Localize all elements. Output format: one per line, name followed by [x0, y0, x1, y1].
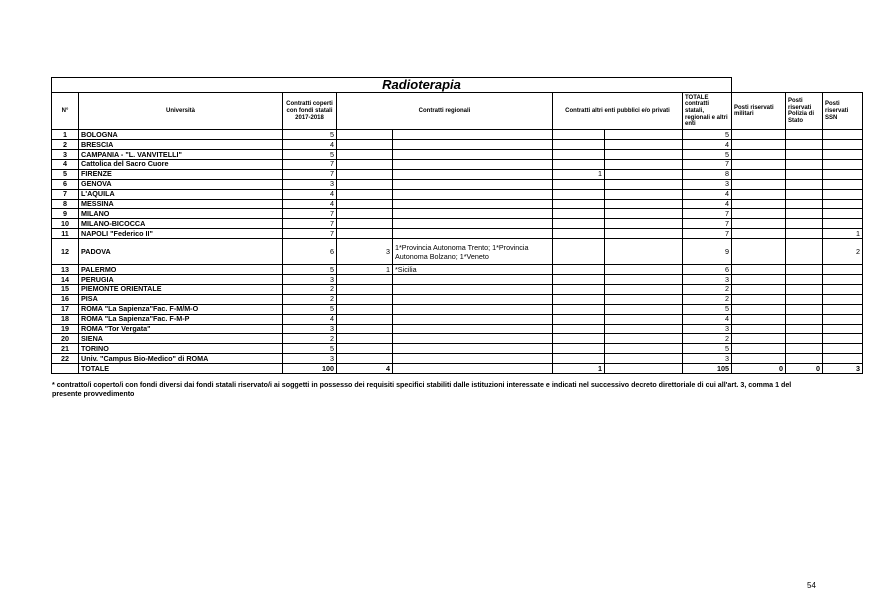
row-posti-polizia — [786, 265, 823, 275]
table-title: Radioterapia — [382, 77, 461, 92]
row-posti-polizia — [786, 304, 823, 314]
row-regionali-note — [393, 179, 553, 189]
row-regionali-note — [393, 199, 553, 209]
row-totale: 7 — [683, 219, 732, 229]
row-posti-ssn — [823, 159, 863, 169]
totals-totale: 105 — [683, 364, 732, 374]
row-contratti-altri — [553, 229, 605, 239]
row-totale: 6 — [683, 265, 732, 275]
row-contratti-statali: 2 — [283, 334, 337, 344]
row-posti-ssn — [823, 265, 863, 275]
row-altri-note — [605, 275, 683, 285]
row-posti-militari — [732, 169, 786, 179]
row-universita: PIEMONTE ORIENTALE — [79, 284, 283, 294]
row-universita: MESSINA — [79, 199, 283, 209]
row-totale: 8 — [683, 169, 732, 179]
row-universita: ROMA "La Sapienza"Fac. F-M/M-O — [79, 304, 283, 314]
table-row — [52, 265, 863, 275]
row-contratti-statali: 7 — [283, 219, 337, 229]
totals-row — [52, 364, 863, 374]
totals-posti-ssn: 3 — [823, 364, 863, 374]
row-altri-note — [605, 324, 683, 334]
table-row — [52, 199, 863, 209]
row-contratti-statali: 5 — [283, 130, 337, 140]
row-posti-polizia — [786, 179, 823, 189]
row-contratti-regionali — [337, 140, 393, 150]
row-totale: 4 — [683, 199, 732, 209]
row-posti-polizia — [786, 334, 823, 344]
header-contratti-statali: Contratti coperti con fondi statali 2017-2018 — [283, 93, 337, 130]
row-universita: PALERMO — [79, 265, 283, 275]
row-posti-militari — [732, 314, 786, 324]
row-contratti-altri — [553, 209, 605, 219]
row-posti-polizia — [786, 219, 823, 229]
header-contratti-regionali: Contratti regionali — [337, 93, 553, 130]
table-row — [52, 169, 863, 179]
row-universita: Univ. "Campus Bio-Medico" di ROMA — [79, 354, 283, 364]
row-contratti-statali: 5 — [283, 265, 337, 275]
row-universita: Cattolica del Sacro Cuore — [79, 159, 283, 169]
row-number: 1 — [52, 130, 79, 140]
row-contratti-altri — [553, 334, 605, 344]
header-posti-ssn: Posti riservati SSN — [823, 93, 863, 130]
row-altri-note — [605, 209, 683, 219]
row-contratti-altri — [553, 199, 605, 209]
row-posti-militari — [732, 354, 786, 364]
row-number: 9 — [52, 209, 79, 219]
table-row — [52, 324, 863, 334]
row-totale: 2 — [683, 294, 732, 304]
row-posti-militari — [732, 209, 786, 219]
header-contratti-altri: Contratti altri enti pubblici e/o privati — [553, 93, 683, 130]
row-regionali-note — [393, 140, 553, 150]
row-posti-militari — [732, 229, 786, 239]
table-row — [52, 150, 863, 160]
row-contratti-altri — [553, 239, 605, 265]
row-number: 18 — [52, 314, 79, 324]
row-regionali-note — [393, 159, 553, 169]
row-posti-polizia — [786, 239, 823, 265]
row-number: 13 — [52, 265, 79, 275]
row-totale: 4 — [683, 314, 732, 324]
row-totale: 5 — [683, 150, 732, 160]
row-altri-note — [605, 169, 683, 179]
row-contratti-altri: 1 — [553, 169, 605, 179]
row-universita: PISA — [79, 294, 283, 304]
totals-label: TOTALE — [79, 364, 283, 374]
row-regionali-note — [393, 344, 553, 354]
row-contratti-altri — [553, 284, 605, 294]
totals-altri-note — [605, 364, 683, 374]
row-totale: 5 — [683, 304, 732, 314]
row-contratti-statali: 5 — [283, 304, 337, 314]
row-posti-ssn — [823, 130, 863, 140]
row-posti-ssn: 2 — [823, 239, 863, 265]
row-posti-polizia — [786, 229, 823, 239]
row-posti-polizia — [786, 344, 823, 354]
header-n: N° — [52, 93, 79, 130]
totals-posti-polizia: 0 — [786, 364, 823, 374]
row-universita: NAPOLI "Federico II" — [79, 229, 283, 239]
table-row — [52, 229, 863, 239]
row-contratti-altri — [553, 275, 605, 285]
row-contratti-altri — [553, 219, 605, 229]
row-contratti-regionali — [337, 334, 393, 344]
row-contratti-altri — [553, 140, 605, 150]
row-posti-ssn — [823, 294, 863, 304]
row-posti-militari — [732, 219, 786, 229]
row-contratti-statali: 4 — [283, 140, 337, 150]
row-number: 6 — [52, 179, 79, 189]
row-altri-note — [605, 239, 683, 265]
row-contratti-altri — [553, 314, 605, 324]
row-universita: TORINO — [79, 344, 283, 354]
row-contratti-regionali — [337, 209, 393, 219]
row-posti-polizia — [786, 324, 823, 334]
row-posti-militari — [732, 284, 786, 294]
row-universita: ROMA "La Sapienza"Fac. F-M-P — [79, 314, 283, 324]
row-regionali-note: *Sicilia — [393, 265, 553, 275]
row-contratti-regionali — [337, 219, 393, 229]
table-row — [52, 314, 863, 324]
row-altri-note — [605, 294, 683, 304]
radioterapia-table — [51, 77, 863, 374]
table-row — [52, 354, 863, 364]
header-posti-militari: Posti riservati militari — [732, 93, 786, 130]
row-universita: ROMA "Tor Vergata" — [79, 324, 283, 334]
row-contratti-statali: 5 — [283, 150, 337, 160]
row-universita: MILANO-BICOCCA — [79, 219, 283, 229]
row-contratti-altri — [553, 354, 605, 364]
table-row — [52, 189, 863, 199]
row-posti-ssn — [823, 304, 863, 314]
row-contratti-statali: 6 — [283, 239, 337, 265]
row-contratti-statali: 4 — [283, 199, 337, 209]
row-regionali-note — [393, 284, 553, 294]
row-totale: 2 — [683, 334, 732, 344]
row-contratti-regionali — [337, 150, 393, 160]
row-regionali-note — [393, 130, 553, 140]
row-number: 2 — [52, 140, 79, 150]
table-row — [52, 284, 863, 294]
row-posti-polizia — [786, 294, 823, 304]
row-contratti-statali: 7 — [283, 229, 337, 239]
totals-contratti-regionali: 4 — [337, 364, 393, 374]
row-universita: SIENA — [79, 334, 283, 344]
row-number: 3 — [52, 150, 79, 160]
row-altri-note — [605, 265, 683, 275]
row-number: 16 — [52, 294, 79, 304]
row-altri-note — [605, 150, 683, 160]
row-contratti-altri — [553, 294, 605, 304]
row-posti-ssn — [823, 169, 863, 179]
row-regionali-note — [393, 354, 553, 364]
row-contratti-statali: 4 — [283, 189, 337, 199]
row-totale: 3 — [683, 179, 732, 189]
row-posti-polizia — [786, 189, 823, 199]
row-posti-ssn — [823, 219, 863, 229]
row-posti-ssn — [823, 334, 863, 344]
header-posti-polizia: Posti riservati Polizia di Stato — [786, 93, 823, 130]
row-altri-note — [605, 314, 683, 324]
row-contratti-regionali — [337, 130, 393, 140]
row-altri-note — [605, 179, 683, 189]
row-regionali-note — [393, 275, 553, 285]
row-posti-militari — [732, 159, 786, 169]
page-number: 54 — [807, 581, 816, 590]
row-number: 19 — [52, 324, 79, 334]
row-contratti-regionali — [337, 179, 393, 189]
row-contratti-regionali — [337, 284, 393, 294]
row-posti-ssn — [823, 209, 863, 219]
row-number: 10 — [52, 219, 79, 229]
table-row — [52, 304, 863, 314]
row-contratti-statali: 5 — [283, 344, 337, 354]
row-posti-ssn — [823, 140, 863, 150]
row-contratti-altri — [553, 265, 605, 275]
row-posti-ssn — [823, 179, 863, 189]
row-universita: CAMPANIA - "L. VANVITELLI" — [79, 150, 283, 160]
row-posti-polizia — [786, 169, 823, 179]
table-row — [52, 344, 863, 354]
row-posti-militari — [732, 130, 786, 140]
row-altri-note — [605, 304, 683, 314]
row-contratti-statali: 3 — [283, 324, 337, 334]
row-universita: GENOVA — [79, 179, 283, 189]
totals-posti-militari: 0 — [732, 364, 786, 374]
row-posti-militari — [732, 324, 786, 334]
row-contratti-regionali — [337, 294, 393, 304]
row-totale: 5 — [683, 344, 732, 354]
row-number: 11 — [52, 229, 79, 239]
table-row — [52, 239, 863, 265]
row-posti-ssn — [823, 150, 863, 160]
row-altri-note — [605, 344, 683, 354]
row-posti-polizia — [786, 275, 823, 285]
row-regionali-note: 1*Provincia Autonoma Trento; 1*Provincia Autonoma Bolzano; 1*Veneto — [393, 239, 553, 265]
row-contratti-statali: 7 — [283, 169, 337, 179]
row-posti-ssn — [823, 354, 863, 364]
row-totale: 3 — [683, 354, 732, 364]
row-totale: 2 — [683, 284, 732, 294]
row-contratti-regionali: 3 — [337, 239, 393, 265]
row-totale: 3 — [683, 324, 732, 334]
row-posti-militari — [732, 150, 786, 160]
row-contratti-statali: 4 — [283, 314, 337, 324]
row-universita: MILANO — [79, 209, 283, 219]
row-contratti-regionali — [337, 354, 393, 364]
row-contratti-regionali — [337, 199, 393, 209]
row-totale: 7 — [683, 159, 732, 169]
row-regionali-note — [393, 334, 553, 344]
row-universita: FIRENZE — [79, 169, 283, 179]
table-title-cell — [52, 78, 732, 93]
row-posti-militari — [732, 344, 786, 354]
header-universita: Università — [79, 93, 283, 130]
row-number: 20 — [52, 334, 79, 344]
row-contratti-statali: 7 — [283, 209, 337, 219]
row-posti-militari — [732, 304, 786, 314]
row-altri-note — [605, 189, 683, 199]
row-number: 21 — [52, 344, 79, 354]
row-altri-note — [605, 229, 683, 239]
row-posti-militari — [732, 294, 786, 304]
row-universita: PADOVA — [79, 239, 283, 265]
row-totale: 5 — [683, 130, 732, 140]
totals-regionali-note — [393, 364, 553, 374]
header-totale: TOTALE contratti statali, regionali e altri enti — [683, 93, 732, 130]
row-contratti-regionali — [337, 314, 393, 324]
row-contratti-altri — [553, 179, 605, 189]
header-row — [52, 93, 863, 130]
row-contratti-regionali — [337, 304, 393, 314]
row-number: 17 — [52, 304, 79, 314]
row-number: 7 — [52, 189, 79, 199]
row-posti-militari — [732, 179, 786, 189]
row-posti-ssn — [823, 344, 863, 354]
row-contratti-altri — [553, 159, 605, 169]
row-posti-polizia — [786, 199, 823, 209]
row-contratti-altri — [553, 304, 605, 314]
table-row — [52, 209, 863, 219]
table-row — [52, 294, 863, 304]
row-contratti-regionali — [337, 169, 393, 179]
footnote: * contratto/i coperto/i con fondi diversi dai fondi statali riservato/i ai soggetti in possesso dei requisiti specifici stabiliti dalle istituzioni interessate e indicati nel successivo decreto direttoriale di cui all'art. 3, comma 1 del presente provvedimento — [52, 381, 792, 399]
row-contratti-regionali: 1 — [337, 265, 393, 275]
row-contratti-altri — [553, 324, 605, 334]
table-row — [52, 219, 863, 229]
row-universita: L'AQUILA — [79, 189, 283, 199]
row-totale: 4 — [683, 189, 732, 199]
row-contratti-regionali — [337, 229, 393, 239]
row-posti-ssn: 1 — [823, 229, 863, 239]
row-posti-ssn — [823, 284, 863, 294]
row-universita: PERUGIA — [79, 275, 283, 285]
row-regionali-note — [393, 294, 553, 304]
row-altri-note — [605, 199, 683, 209]
row-posti-polizia — [786, 314, 823, 324]
row-number: 4 — [52, 159, 79, 169]
row-contratti-regionali — [337, 344, 393, 354]
row-contratti-regionali — [337, 324, 393, 334]
row-posti-polizia — [786, 140, 823, 150]
row-posti-ssn — [823, 199, 863, 209]
row-contratti-altri — [553, 344, 605, 354]
row-contratti-statali: 7 — [283, 159, 337, 169]
row-regionali-note — [393, 304, 553, 314]
totals-contratti-statali: 100 — [283, 364, 337, 374]
row-contratti-statali: 2 — [283, 294, 337, 304]
row-regionali-note — [393, 219, 553, 229]
row-number: 14 — [52, 275, 79, 285]
row-contratti-statali: 3 — [283, 179, 337, 189]
row-totale: 3 — [683, 275, 732, 285]
row-posti-polizia — [786, 159, 823, 169]
row-altri-note — [605, 159, 683, 169]
row-contratti-statali: 3 — [283, 354, 337, 364]
row-posti-ssn — [823, 189, 863, 199]
row-contratti-statali: 3 — [283, 275, 337, 285]
row-altri-note — [605, 219, 683, 229]
row-posti-ssn — [823, 314, 863, 324]
row-contratti-regionali — [337, 189, 393, 199]
row-totale: 7 — [683, 209, 732, 219]
row-altri-note — [605, 284, 683, 294]
row-altri-note — [605, 140, 683, 150]
row-contratti-altri — [553, 130, 605, 140]
table-row — [52, 130, 863, 140]
table-row — [52, 179, 863, 189]
row-regionali-note — [393, 189, 553, 199]
row-totale: 4 — [683, 140, 732, 150]
row-altri-note — [605, 130, 683, 140]
row-contratti-regionali — [337, 275, 393, 285]
table-row — [52, 140, 863, 150]
totals-contratti-altri: 1 — [553, 364, 605, 374]
row-posti-polizia — [786, 209, 823, 219]
row-posti-polizia — [786, 354, 823, 364]
row-posti-polizia — [786, 130, 823, 140]
row-contratti-statali: 2 — [283, 284, 337, 294]
row-regionali-note — [393, 324, 553, 334]
totals-blank — [52, 364, 79, 374]
row-posti-militari — [732, 199, 786, 209]
row-contratti-altri — [553, 189, 605, 199]
row-posti-ssn — [823, 324, 863, 334]
blank-header-area — [732, 78, 863, 93]
row-regionali-note — [393, 150, 553, 160]
row-totale: 9 — [683, 239, 732, 265]
row-posti-militari — [732, 275, 786, 285]
row-regionali-note — [393, 229, 553, 239]
row-altri-note — [605, 354, 683, 364]
row-universita: BRESCIA — [79, 140, 283, 150]
row-regionali-note — [393, 314, 553, 324]
row-number: 8 — [52, 199, 79, 209]
row-altri-note — [605, 334, 683, 344]
row-number: 22 — [52, 354, 79, 364]
table-row — [52, 275, 863, 285]
title-row — [52, 78, 863, 93]
row-posti-militari — [732, 239, 786, 265]
row-posti-polizia — [786, 150, 823, 160]
row-regionali-note — [393, 169, 553, 179]
table-row — [52, 334, 863, 344]
row-number: 12 — [52, 239, 79, 265]
row-posti-militari — [732, 334, 786, 344]
row-posti-militari — [732, 140, 786, 150]
row-regionali-note — [393, 209, 553, 219]
table-row — [52, 159, 863, 169]
row-posti-ssn — [823, 275, 863, 285]
row-posti-militari — [732, 189, 786, 199]
row-totale: 7 — [683, 229, 732, 239]
row-contratti-regionali — [337, 159, 393, 169]
row-posti-polizia — [786, 284, 823, 294]
row-number: 5 — [52, 169, 79, 179]
row-universita: BOLOGNA — [79, 130, 283, 140]
row-posti-militari — [732, 265, 786, 275]
row-number: 15 — [52, 284, 79, 294]
row-contratti-altri — [553, 150, 605, 160]
